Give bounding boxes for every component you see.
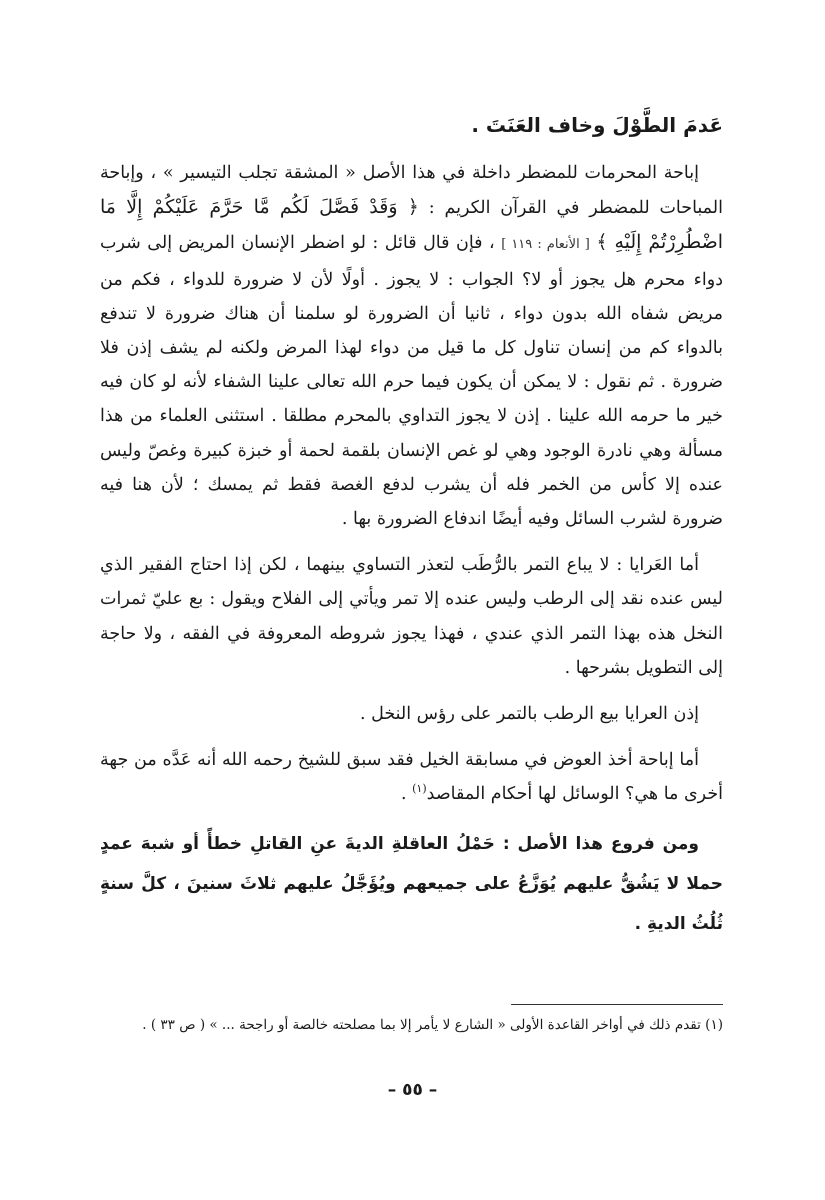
paragraph-horse-race-end: . [400, 784, 413, 805]
paragraph-araya-definition: إذن العرايا بيع الرطب بالتمر على رؤس النخل . [359, 704, 699, 725]
paragraph-aqila: ومن فروع هذا الأصل : حَمْلُ العاقلةِ الديةَ عنِ القاتلِ خطأً أو شبهَ عمدٍ حملا لا يَشُقُّ عليهم يُوَزَّعُ على جميعهم ويُؤَجَّلُ عليهم ثلاثَ سنينَ ، كلَّ سنةٍ ثُلُثُ الديةِ . [100, 833, 723, 934]
paragraph-araya: أما العَرايا : لا يباع التمر بالرُّطَب لتعذر التساوي بينهما ، لكن إذا احتاج الفقير الذي ليس عنده نقد إلى الرطب وليس عنده إلا تمر ويأتي إلى الفلاح ويقول : بع عليّ ثمرات النخل هذه بهذا التمر الذي عندي ، فهذا يجوز شروطه المعروفة في الفقه ، ولا حاجة إلى التطويل بشرحها . [100, 555, 723, 678]
footnote-reference[interactable]: (١) [412, 782, 427, 796]
paragraph-necessity [100, 156, 723, 536]
paragraph-necessity-lead: إباحة المحرمات للمضطر داخلة في هذا الأصل « المشقة تجلب التيسير » ، وإباحة المباحات للمضطر في القرآن الكريم : [100, 163, 723, 219]
opening-line: عَدمَ الطَّوْلَ وخاف العَنَتَ . [471, 113, 723, 137]
paragraph-horse-race [100, 743, 723, 811]
page-number: – ٥٥ – [387, 1080, 438, 1100]
footnote-separator [511, 1004, 723, 1005]
quran-verse: ﴿ وَقَدْ فَصَّلَ لَكُم مَّا حَرَّمَ عَلَيْكُمْ إِلَّا مَا اضْطُرِرْتُمْ إِلَيْهِ ﴾ [100, 196, 723, 254]
verse-citation: [ الأنعام : ١١٩ ] [501, 237, 590, 253]
paragraph-horse-race-text: أما إباحة أخذ العوض في مسابقة الخيل فقد سبق للشيخ رحمه الله أنه عَدَّه من جهة أخرى ما هي؟ الوسائل لها أحكام المقاصد [100, 750, 723, 805]
paragraph-necessity-rest: ، فإن قال قائل : لو اضطر الإنسان المريض إلى شرب دواء محرم هل يجوز أو لا؟ الجواب : لا يجوز . أولًا لأن لا ضرورة للدواء ، فكم من مريض شفاه الله بدون دواء ، ثانيا أن الضرورة لو سلمنا أن هناك ضرورة لا تندفع بالدواء كم من إنسان تناول كل ما قيل من دواء لهذا المرض ولكنه لم يشف إذن فلا ضرورة . ثم نقول : لا يمكن أن يكون فيما حرم الله تعالى علينا الشفاء لأنه لو كان فيه خير ما حرمه الله علينا . إذن لا يجوز التداوي بالمحرم مطلقا . استثنى العلماء من هذا مسألة وهي نادرة الوجود وهي لو غص الإنسان بلقمة لحمة أو خبزة كبيرة وغصّ وليس عنده إلا كأس من الخمر فله أن يشرب لدفع الغصة فقط ثم يمسك ؛ لأن هنا فيه ضرورة لشرب السائل وفيه أيضًا اندفاع الضرورة بها . [100, 233, 723, 530]
footnote: (١) تقدم ذلك في أواخر القاعدة الأولى « الشارع لا يأمر إلا بما مصلحته خالصة أو راجحة ... » ( ص ٣٣ ) . [142, 1017, 723, 1033]
